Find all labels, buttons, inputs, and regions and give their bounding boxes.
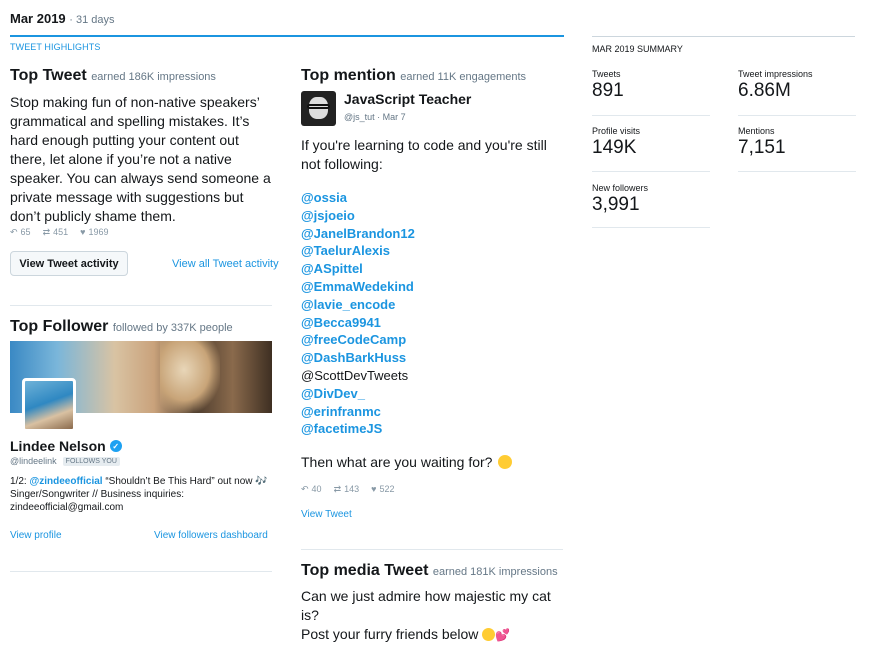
media-tweet-text: Can we just admire how majestic my cat is? Post your furry friends below 💕 xyxy=(301,588,551,642)
new-followers-value: 3,991 xyxy=(592,194,640,215)
mentions-label: Mentions xyxy=(738,126,775,136)
tweets-label: Tweets xyxy=(592,69,621,79)
new-followers-label: New followers xyxy=(592,183,649,193)
mention-handle-link[interactable]: @freeCodeCamp xyxy=(301,332,407,348)
view-profile-link[interactable]: View profile xyxy=(10,530,62,541)
mention-handle-link[interactable]: @Becca9941 xyxy=(301,314,381,330)
mention-handle-link: @ScottDevTweets xyxy=(301,367,409,383)
mention-list xyxy=(301,189,415,438)
mention-handle-link[interactable]: @EmmaWedekind xyxy=(301,278,414,294)
divider xyxy=(738,115,856,116)
mention-closing: Then what are you waiting for? xyxy=(301,454,512,470)
top-media-title: Top media Tweet earned 181K impressions xyxy=(301,562,558,579)
summary-rule xyxy=(592,36,855,37)
view-tweet-activity-button[interactable]: View Tweet activity xyxy=(10,251,128,276)
highlights-rule xyxy=(10,35,564,37)
mention-handle-link[interactable]: @lavie_encode xyxy=(301,296,396,312)
mention-handle-link[interactable]: @ASpittel xyxy=(301,261,363,277)
divider xyxy=(10,305,272,306)
follows-you-badge: FOLLOWS YOU xyxy=(63,457,120,466)
top-tweet-title: Top Tweet earned 186K impressions xyxy=(10,67,216,84)
follower-avatar[interactable] xyxy=(22,378,76,432)
mention-handle-link[interactable]: @jsjoeio xyxy=(301,207,355,223)
top-tweet-stats xyxy=(10,227,109,238)
reply-icon: ↶ xyxy=(10,227,18,237)
mention-handle-link[interactable]: @facetimeJS xyxy=(301,421,383,437)
mention-handle-link[interactable]: @erinfranmc xyxy=(301,403,381,419)
wink-emoji-icon xyxy=(498,455,512,469)
month-header: Mar 2019 · 31 days xyxy=(10,11,115,26)
top-mention-title: Top mention earned 11K engagements xyxy=(301,67,527,84)
reply-icon: ↶ xyxy=(301,484,309,494)
divider xyxy=(738,171,856,172)
top-tweet-subtitle: earned 186K impressions xyxy=(91,71,216,83)
mention-handle-link[interactable]: @ossia xyxy=(301,190,347,205)
divider xyxy=(592,171,710,172)
divider xyxy=(301,549,563,550)
impressions-value: 6.86M xyxy=(738,80,791,101)
follower-handle-row xyxy=(10,456,120,466)
mention-handle-link[interactable]: @DivDev_ xyxy=(301,385,365,401)
month-days: 31 days xyxy=(76,14,115,26)
mention-avatar[interactable] xyxy=(301,91,336,126)
divider xyxy=(10,571,272,572)
like-stat: ♥ 522 xyxy=(371,484,395,494)
highlights-label: TWEET HIGHLIGHTS xyxy=(10,42,101,52)
top-media-subtitle: earned 181K impressions xyxy=(432,566,558,578)
summary-label: MAR 2019 SUMMARY xyxy=(592,44,683,54)
divider xyxy=(592,115,710,116)
like-stat: ♥ 1969 xyxy=(80,227,109,237)
retweet-icon: ⇄ xyxy=(333,484,342,494)
divider xyxy=(592,227,710,228)
follower-handle: @lindeelink xyxy=(10,456,57,466)
view-followers-dashboard-link[interactable]: View followers dashboard xyxy=(154,530,268,541)
follower-name[interactable]: Lindee Nelson ✓ xyxy=(10,438,122,454)
follower-bio: 1/2: @zindeeofficial “Shouldn’t Be This Hard” out now 🎶 Singer/Songwriter // Business inquiries: zindeeofficial@gmail.com xyxy=(10,476,268,513)
impressions-label: Tweet impressions xyxy=(738,69,813,79)
top-tweet-text: Stop making fun of non-native speakers’ grammatical and spelling mistakes. It’s hard enough putting your content out there, let alone if you’re not a native speaker. You can always send someone a private message with suggestions but don’t publicly shame them. xyxy=(10,94,271,224)
hearts-emoji-icon: 💕 xyxy=(495,628,511,642)
mention-handle-link[interactable]: @TaelurAlexis xyxy=(301,243,391,259)
mention-stats xyxy=(301,484,395,495)
tweets-value: 891 xyxy=(592,80,624,101)
mention-text: If you're learning to code and you're still not following: xyxy=(301,137,547,172)
reply-stat: ↶ 40 xyxy=(301,484,322,494)
mention-author-name[interactable]: JavaScript Teacher xyxy=(344,91,472,107)
mention-handle-link[interactable]: @JanelBrandon12 xyxy=(301,225,415,241)
view-tweet-link[interactable]: View Tweet xyxy=(301,509,352,520)
heart-icon: ♥ xyxy=(80,227,86,237)
mention-author-handle: @js_tut · Mar 7 xyxy=(344,112,406,122)
top-follower-title: Top Follower followed by 337K people xyxy=(10,318,233,335)
profile-visits-value: 149K xyxy=(592,137,637,158)
bio-mention-link[interactable]: @zindeeofficial xyxy=(29,476,103,487)
retweet-stat: ⇄ 451 xyxy=(42,227,69,237)
view-all-tweet-activity-link[interactable]: View all Tweet activity xyxy=(172,258,279,270)
top-mention-subtitle: earned 11K engagements xyxy=(400,71,527,83)
retweet-stat: ⇄ 143 xyxy=(333,484,360,494)
heart-eyes-emoji-icon xyxy=(482,628,495,641)
top-follower-subtitle: followed by 337K people xyxy=(112,322,233,334)
heart-icon: ♥ xyxy=(371,484,377,494)
mention-handle-link[interactable]: @DashBarkHuss xyxy=(301,350,407,366)
verified-icon: ✓ xyxy=(110,440,122,452)
retweet-icon: ⇄ xyxy=(42,227,51,237)
reply-stat: ↶ 65 xyxy=(10,227,31,237)
mentions-value: 7,151 xyxy=(738,137,786,158)
profile-visits-label: Profile visits xyxy=(592,126,641,136)
month-title: Mar 2019 xyxy=(10,11,66,26)
